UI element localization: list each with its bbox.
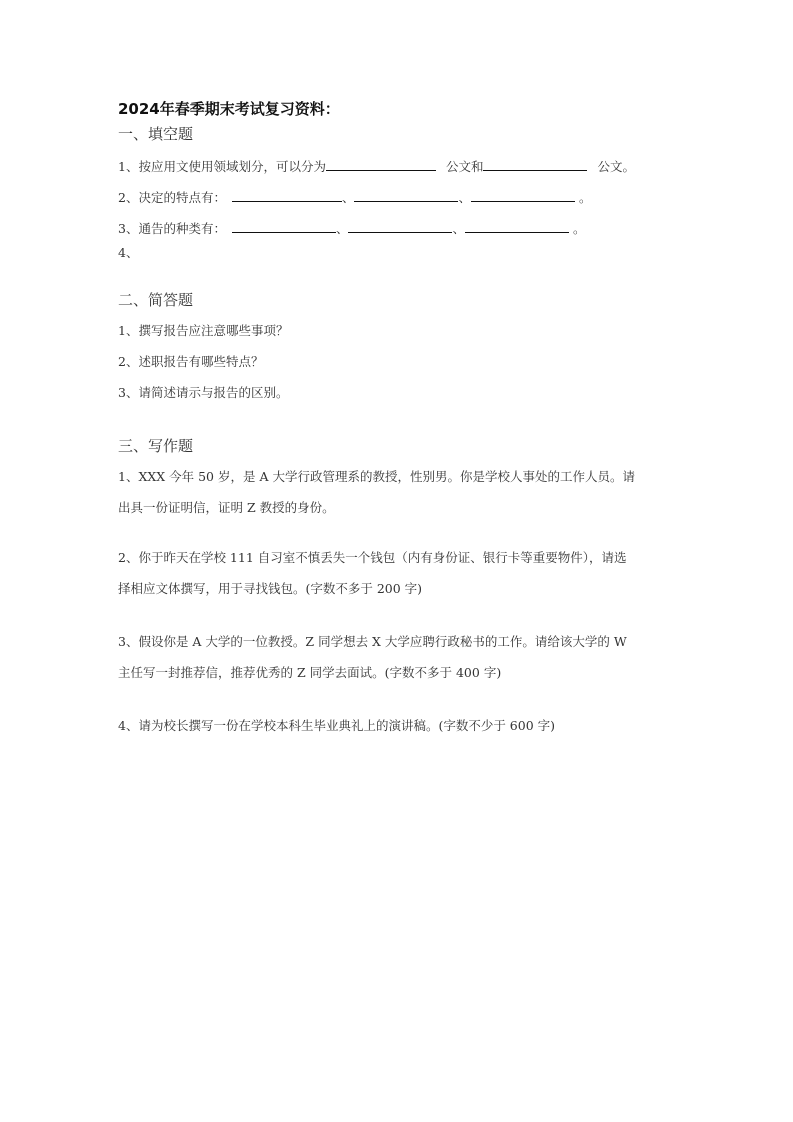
section-heading-short-answer: 二、简答题 — [118, 291, 194, 309]
writing-question-2-line-2: 择相应文体撰写，用于寻找钱包。(字数不多于 200 字) — [118, 581, 423, 596]
answer-blank — [348, 218, 452, 233]
separator: 、 — [458, 190, 471, 205]
writing-question-1-line-2: 出具一份证明信，证明 Z 教授的身份。 — [118, 500, 335, 515]
short-answer-question-2: 2、述职报告有哪些特点？ — [118, 354, 264, 369]
fill-blank-question-1 — [118, 156, 635, 176]
short-answer-question-1: 1、撰写报告应注意哪些事项？ — [118, 323, 289, 338]
answer-blank — [232, 218, 336, 233]
fill-blank-question-2 — [118, 187, 592, 207]
question-text: 公文和 — [445, 159, 484, 174]
question-end: 。 — [573, 221, 586, 236]
writing-question-2-line-1: 2、你于昨天在学校 111 自习室不慎丢失一个钱包（内有身份证、银行卡等重要物件），请选 — [118, 550, 627, 565]
separator: 、 — [335, 221, 349, 236]
short-answer-question-3: 3、请简述请示与报告的区别。 — [118, 385, 289, 400]
question-text: 4、 — [118, 245, 139, 260]
question-end: 。 — [579, 190, 592, 205]
question-text: 2、决定的特点有： — [118, 190, 226, 205]
answer-blank — [232, 187, 342, 202]
separator: 、 — [452, 221, 465, 236]
answer-blank — [465, 218, 569, 233]
document-title: 2024年春季期末考试复习资料： — [118, 100, 340, 118]
writing-question-3-line-2: 主任写一封推荐信，推荐优秀的 Z 同学去面试。(字数不多于 400 字) — [118, 665, 502, 680]
writing-question-3-line-1: 3、假设你是 A 大学的一位教授。Z 同学想去 X 大学应聘行政秘书的工作。请给该大学的 W — [118, 634, 627, 649]
writing-question-1-line-1: 1、XXX 今年 50 岁，是 A 大学行政管理系的教授，性别男。你是学校人事处的工作人员。请 — [118, 469, 635, 484]
answer-blank — [483, 156, 587, 171]
question-text: 3、通告的种类有： — [118, 221, 226, 236]
writing-question-4-line-1: 4、请为校长撰写一份在学校本科生毕业典礼上的演讲稿。(字数不少于 600 字) — [118, 718, 556, 733]
fill-blank-question-4 — [118, 244, 138, 262]
answer-blank — [354, 187, 458, 202]
fill-blank-question-3 — [118, 218, 586, 238]
section-heading-fill-blank: 一、填空题 — [118, 125, 194, 143]
answer-blank — [471, 187, 575, 202]
section-heading-writing: 三、写作题 — [118, 437, 194, 455]
answer-blank — [326, 156, 436, 171]
question-text: 公文。 — [597, 159, 635, 174]
separator: 、 — [341, 190, 355, 205]
question-text: 1、按应用文使用领域划分，可以分为 — [118, 159, 326, 174]
